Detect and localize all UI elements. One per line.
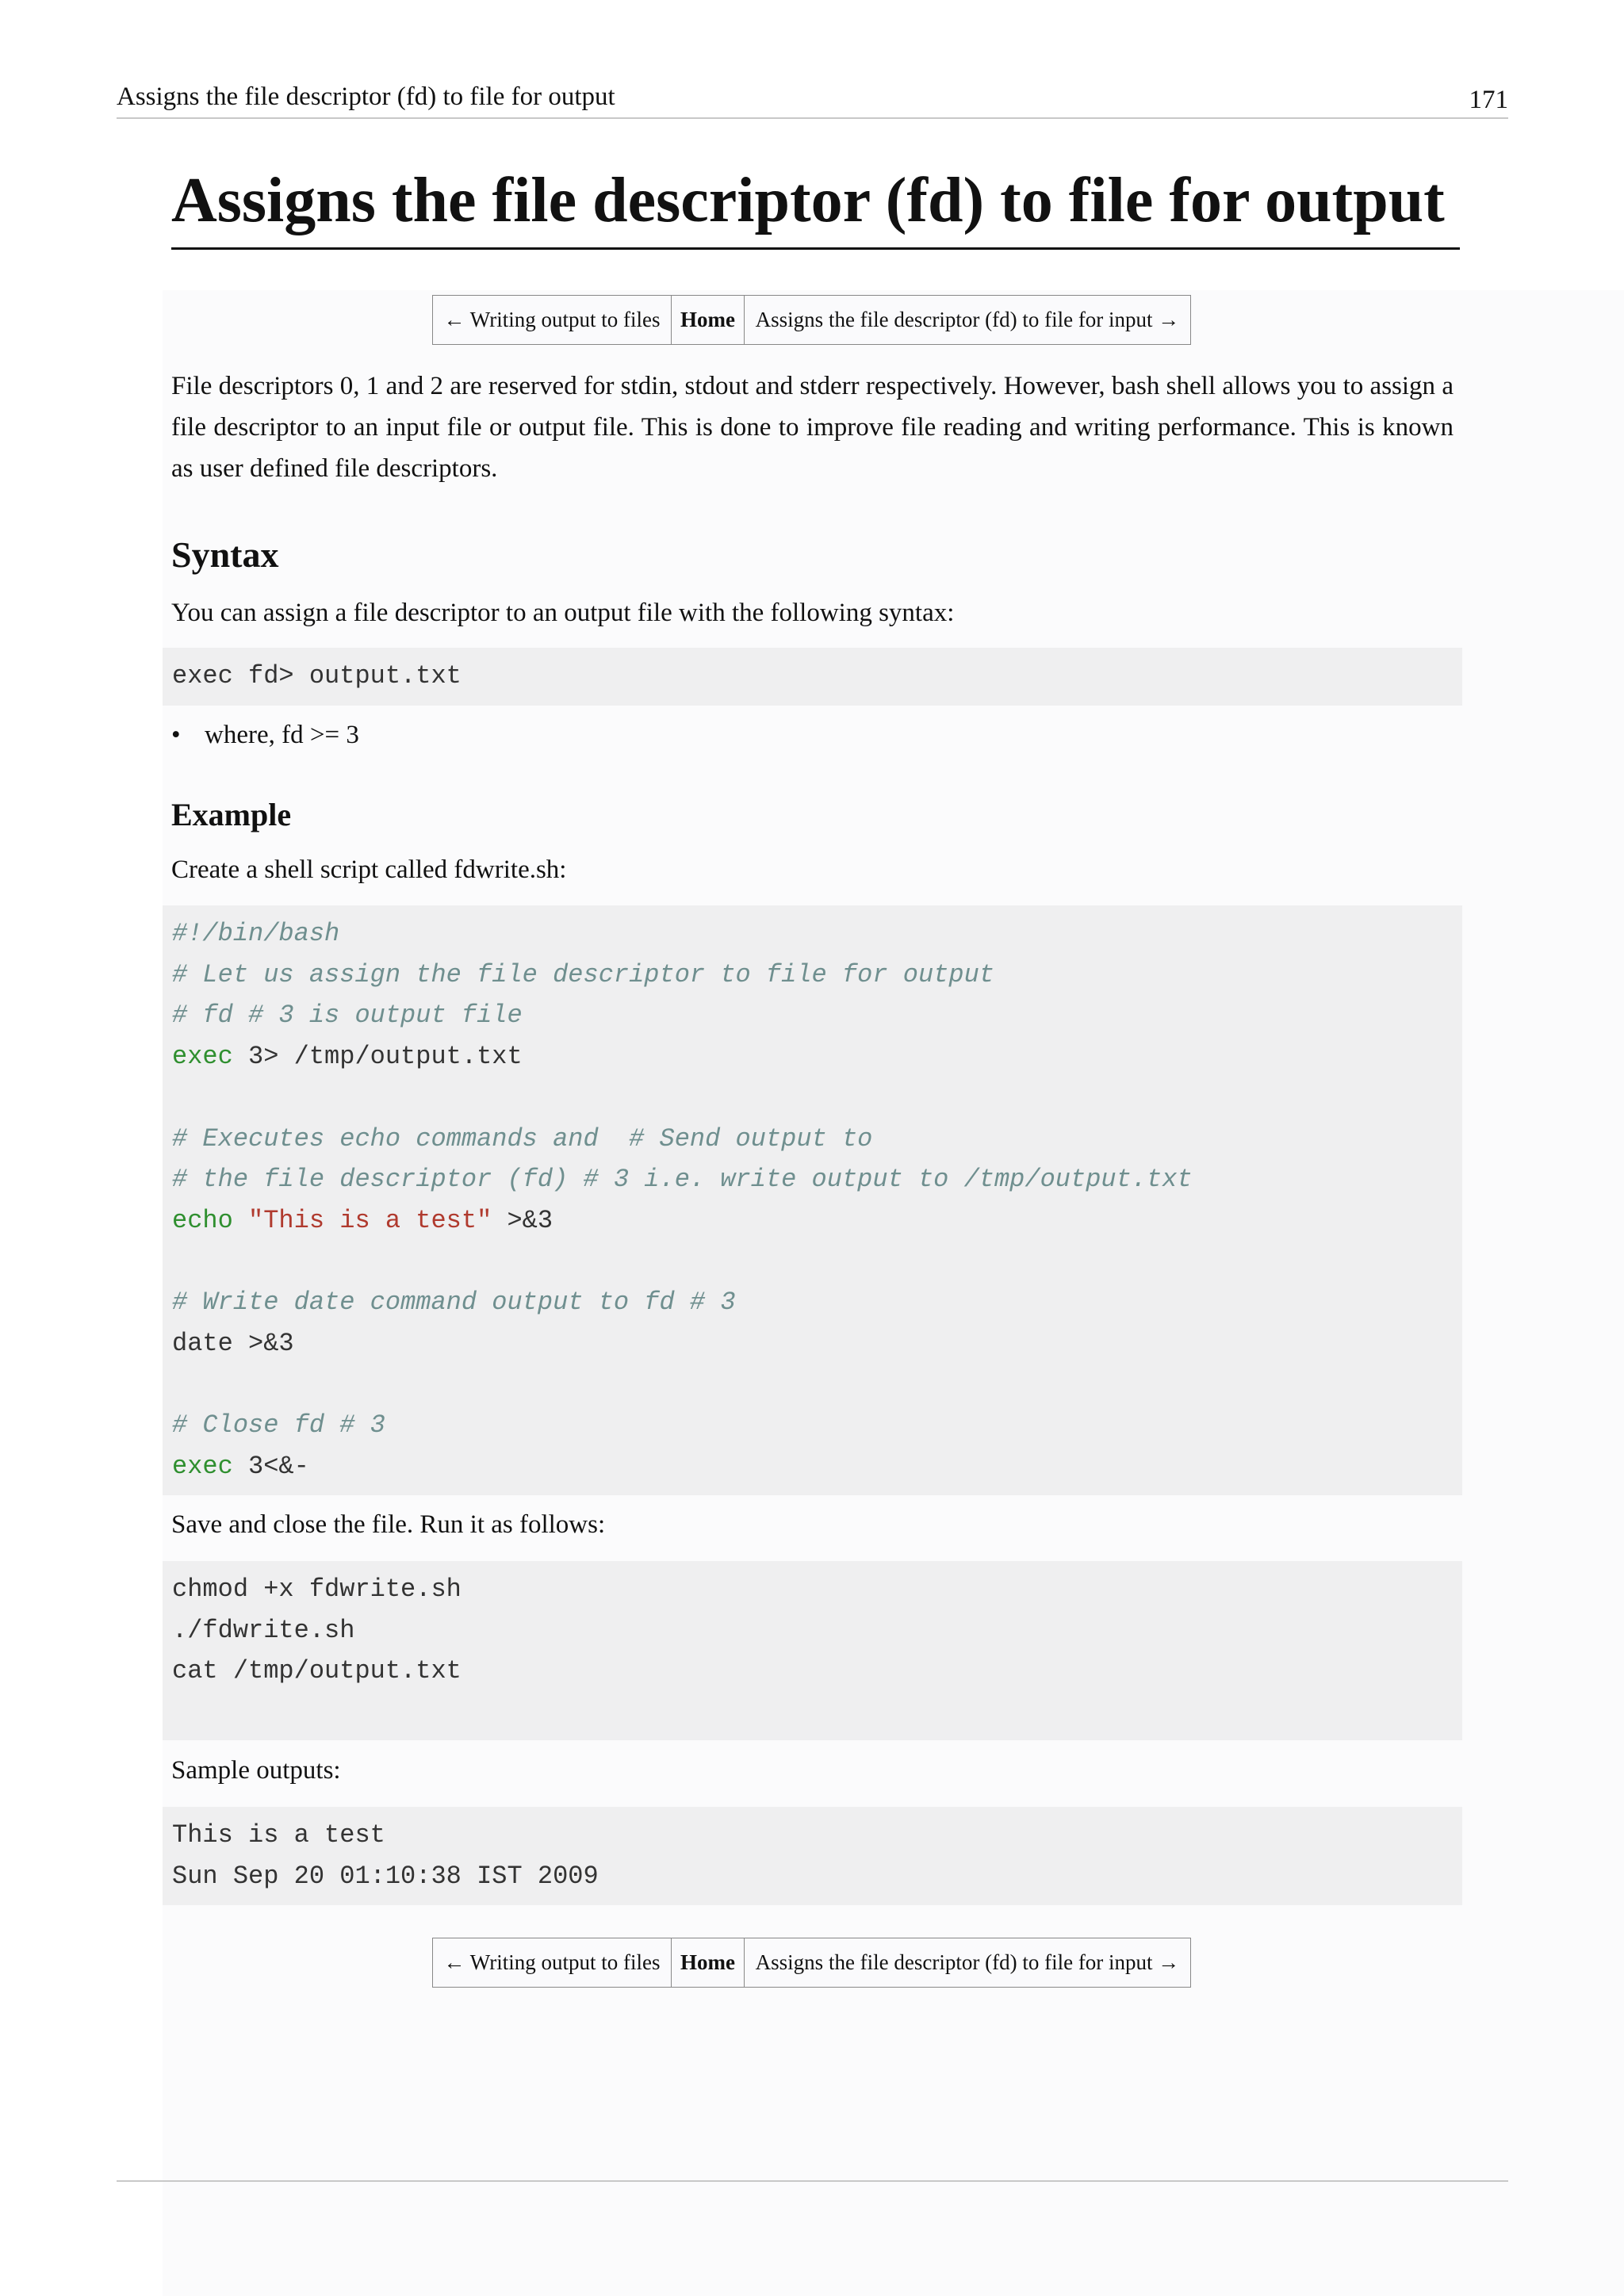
bottom-navigation (432, 1938, 1191, 1988)
code-token: exec (172, 1042, 233, 1072)
code-line (172, 960, 994, 989)
code-line (172, 1042, 523, 1071)
bullet-dot: • (171, 721, 181, 749)
nav-home-link[interactable]: Home (680, 308, 735, 331)
syntax-heading: Syntax (171, 534, 279, 575)
example-heading: Example (171, 797, 292, 832)
article-header (171, 157, 1460, 250)
running-title: Assigns the file descriptor (fd) to file for output (117, 82, 615, 111)
nav-home-cell (672, 296, 745, 344)
code-token: date >&3 (172, 1329, 294, 1359)
nav-prev-cell (433, 296, 672, 344)
code-line (172, 919, 339, 948)
bullet-text: where, fd >= 3 (205, 721, 359, 749)
sample-text: Sample outputs: (171, 1756, 341, 1785)
nav-home-link[interactable]: Home (680, 1950, 735, 1974)
code-line (172, 1452, 309, 1481)
nav-next-link[interactable]: Assigns the file descriptor (fd) to file for input → (755, 1950, 1180, 1974)
code-line (172, 1165, 1193, 1194)
code-line (172, 1329, 294, 1358)
code-token: # the file descriptor (fd) # 3 i.e. write output to /tmp/output.txt (172, 1165, 1193, 1195)
nav-prev-link[interactable]: ← Writing output to files (443, 1950, 661, 1974)
code-token (233, 1206, 248, 1235)
code-token: 3<&- (232, 1452, 309, 1482)
nav-next-cell (745, 296, 1190, 344)
sample-output-block: This is a test Sun Sep 20 01:10:38 IST 2009 (163, 1807, 1462, 1905)
page-title: Assigns the file descriptor (fd) to file for output (171, 157, 1460, 250)
code-line (172, 1288, 736, 1317)
nav-next-cell (745, 1938, 1190, 1987)
code-token: # Close fd # 3 (172, 1410, 385, 1441)
code-token: # Write date command output to fd # 3 (172, 1288, 736, 1318)
syntax-text: You can assign a file descriptor to an output file with the following syntax: (171, 599, 955, 627)
run-text: Save and close the file. Run it as follows: (171, 1510, 606, 1539)
code-line (172, 1410, 385, 1440)
nav-home-cell (672, 1938, 745, 1987)
syntax-bullet (171, 715, 359, 755)
page-number: 171 (1469, 86, 1508, 114)
syntax-code-block: exec fd> output.txt (163, 648, 1462, 706)
code-line (172, 1206, 553, 1235)
code-token: exec (172, 1452, 233, 1482)
script-code-block (163, 905, 1462, 1495)
code-token: # Executes echo commands and # Send output to (172, 1123, 873, 1154)
code-token: # Let us assign the file descriptor to file for output (172, 959, 994, 989)
code-token: #!/bin/bash (172, 919, 340, 948)
intro-paragraph: File descriptors 0, 1 and 2 are reserved for stdin, stdout and stderr respectively. However, bash shell allows you to assign a file descriptor to an input file or output file. This is done to improve file reading and writing performance. This is known as user defined file descriptors. (171, 372, 1454, 483)
example-text: Create a shell script called fdwrite.sh: (171, 855, 567, 884)
code-token: "This is a test" (248, 1205, 492, 1235)
top-navigation (432, 295, 1191, 345)
code-line (172, 1001, 523, 1030)
running-header (117, 78, 1508, 119)
run-code-block: chmod +x fdwrite.sh ./fdwrite.sh cat /tmp/output.txt (163, 1561, 1462, 1740)
nav-prev-cell (433, 1938, 672, 1987)
code-token: echo (172, 1205, 233, 1235)
code-token: 3> /tmp/output.txt (232, 1042, 523, 1072)
code-token: >&3 (492, 1205, 553, 1235)
code-token: # fd # 3 is output file (172, 1001, 523, 1031)
nav-next-link[interactable]: Assigns the file descriptor (fd) to file for input → (755, 308, 1180, 331)
nav-prev-link[interactable]: ← Writing output to files (443, 308, 661, 331)
footer-rule (117, 2180, 1508, 2182)
code-line (172, 1124, 872, 1154)
